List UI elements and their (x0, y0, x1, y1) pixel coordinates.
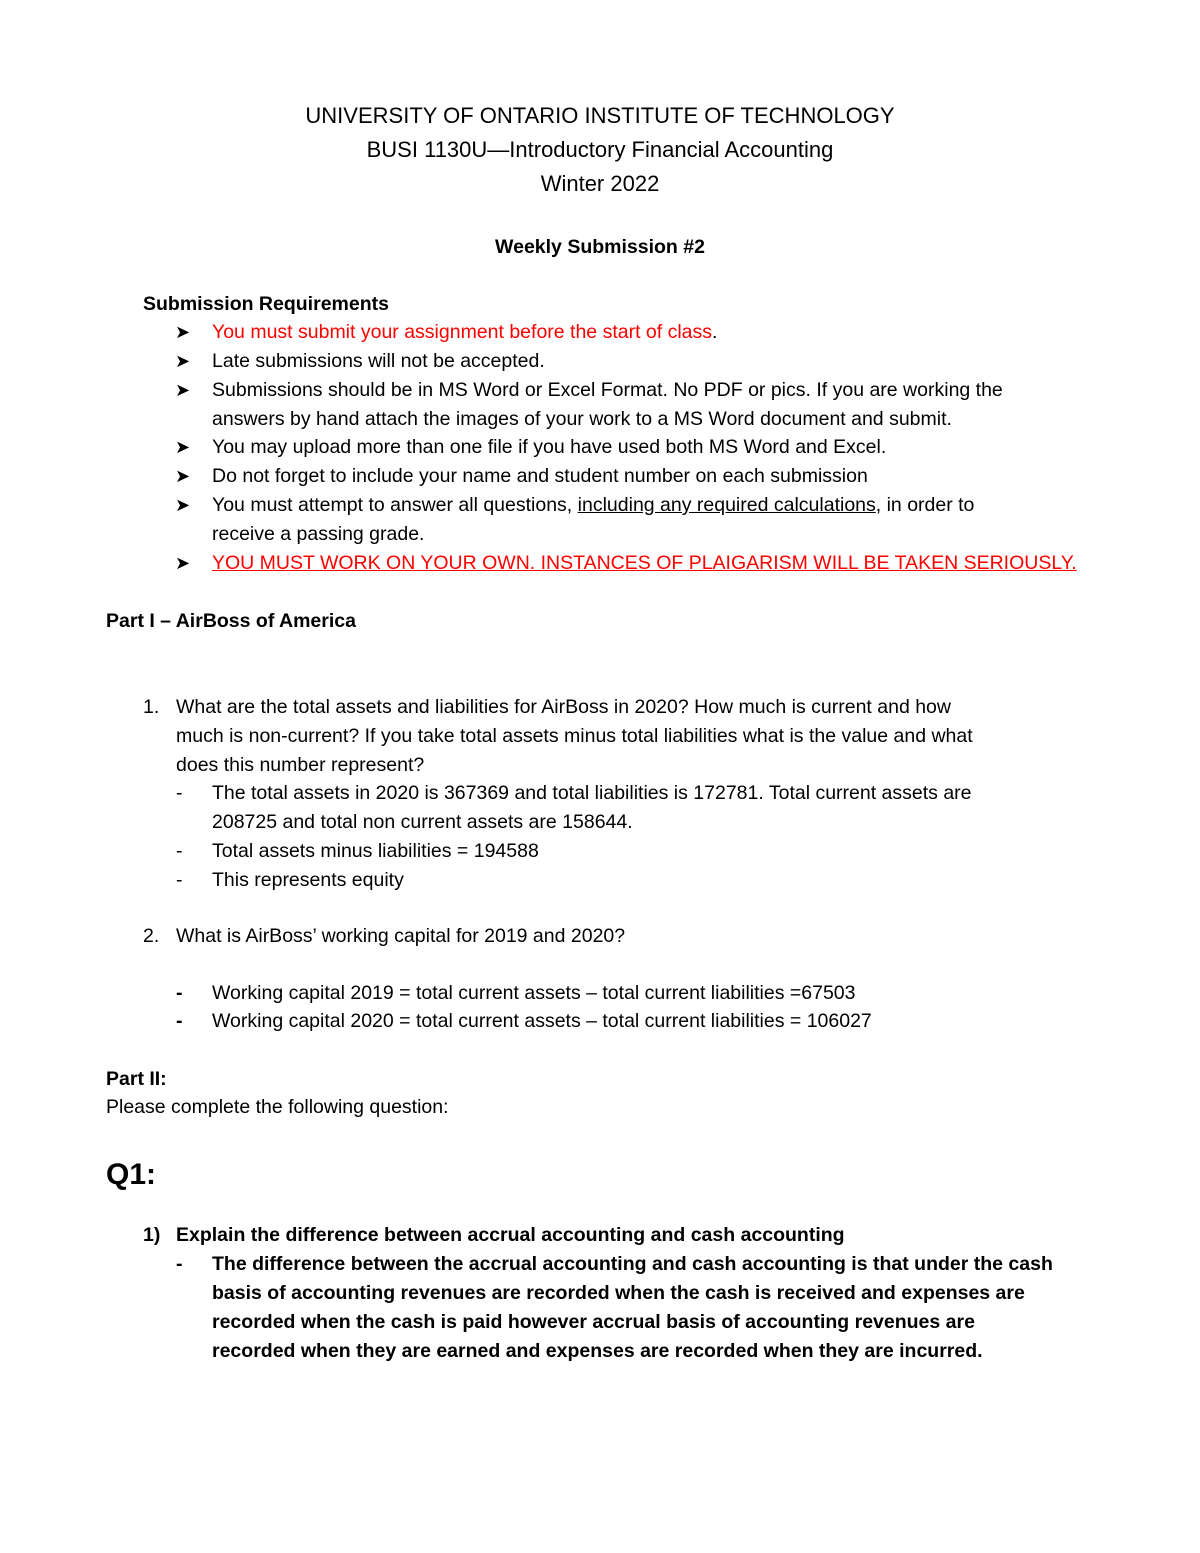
arrowhead-bullet-icon: ➤ (175, 351, 191, 371)
question-text-cont: does this number represent? (176, 754, 425, 776)
answer-text-cont: recorded when they are earned and expenses are recorded when they are incurred. (212, 1340, 983, 1362)
requirement-period: . (712, 321, 718, 343)
requirement-text-end: , in order to (875, 494, 975, 516)
requirement-item-cont: answers by hand attach the images of your work to a MS Word document and submit. (212, 408, 952, 430)
requirement-item: Do not forget to include your name and student number on each submission (212, 465, 868, 487)
dash-bullet: - (176, 869, 183, 891)
requirement-underlined: including any required calculations (577, 494, 876, 516)
item-text: Explain the difference between accrual accounting and cash accounting (176, 1224, 845, 1246)
requirement-warning: YOU MUST WORK ON YOUR OWN. INSTANCES OF PLAIGARISM WILL BE TAKEN SERIOUSLY. (212, 552, 1077, 574)
question-number: 2. (143, 925, 160, 947)
question-number: 1. (143, 696, 160, 718)
answer-text: The difference between the accrual accounting and cash accounting is that under the cash (212, 1253, 1053, 1275)
arrowhead-bullet-icon: ➤ (175, 437, 191, 457)
submission-title: Weekly Submission #2 (495, 236, 705, 258)
arrowhead-bullet-icon: ➤ (175, 380, 191, 400)
requirement-item (212, 321, 717, 344)
answer-text: Working capital 2019 = total current assets – total current liabilities =67503 (212, 982, 856, 1004)
requirements-heading: Submission Requirements (143, 293, 389, 315)
arrowhead-bullet-icon: ➤ (175, 466, 191, 486)
term: Winter 2022 (540, 171, 660, 196)
question-text: What is AirBoss’ working capital for 2019 and 2020? (176, 925, 626, 947)
answer-text-cont: recorded when the cash is paid however accrual basis of accounting revenues are (212, 1311, 975, 1333)
answer-text-cont: 208725 and total non current assets are 158644. (212, 811, 633, 833)
answer-text: This represents equity (212, 869, 404, 891)
arrowhead-bullet-icon: ➤ (175, 322, 191, 342)
dash-bullet: - (176, 982, 183, 1004)
dash-bullet: - (176, 1253, 183, 1275)
dash-bullet: - (176, 840, 183, 862)
part2-instruction: Please complete the following question: (106, 1096, 449, 1118)
arrowhead-bullet-icon: ➤ (175, 553, 191, 573)
requirement-item: Late submissions will not be accepted. (212, 350, 545, 372)
question-text: What are the total assets and liabilities for AirBoss in 2020? How much is current and how (176, 696, 951, 718)
part1-heading: Part I – AirBoss of America (106, 610, 356, 632)
answer-text-cont: basis of accounting revenues are recorded when the cash is received and expenses are (212, 1282, 1025, 1304)
item-number: 1) (143, 1224, 161, 1246)
dash-bullet: - (176, 1010, 183, 1032)
answer-text: Working capital 2020 = total current assets – total current liabilities = 106027 (212, 1010, 872, 1032)
requirement-item: Submissions should be in MS Word or Excel Format. No PDF or pics. If you are working the (212, 379, 1003, 401)
answer-text: The total assets in 2020 is 367369 and total liabilities is 172781. Total current assets are (212, 782, 972, 804)
university-title: UNIVERSITY OF ONTARIO INSTITUTE OF TECHNOLOGY (305, 103, 895, 128)
arrowhead-bullet-icon: ➤ (175, 495, 191, 515)
requirement-item (212, 494, 974, 517)
dash-bullet: - (176, 782, 183, 804)
part2-heading: Part II: (106, 1068, 167, 1090)
requirement-item: You may upload more than one file if you have used both MS Word and Excel. (212, 436, 887, 458)
question-text-cont: much is non-current? If you take total assets minus total liabilities what is the value and what (176, 725, 973, 747)
requirement-item-cont: receive a passing grade. (212, 523, 425, 545)
answer-text: Total assets minus liabilities = 194588 (212, 840, 539, 862)
requirement-text: You must submit your assignment before the start of class (212, 321, 713, 343)
requirement-text: You must attempt to answer all questions, (212, 494, 578, 516)
q1-label: Q1: (106, 1158, 157, 1191)
course-title: BUSI 1130U—Introductory Financial Accounting (366, 137, 834, 162)
